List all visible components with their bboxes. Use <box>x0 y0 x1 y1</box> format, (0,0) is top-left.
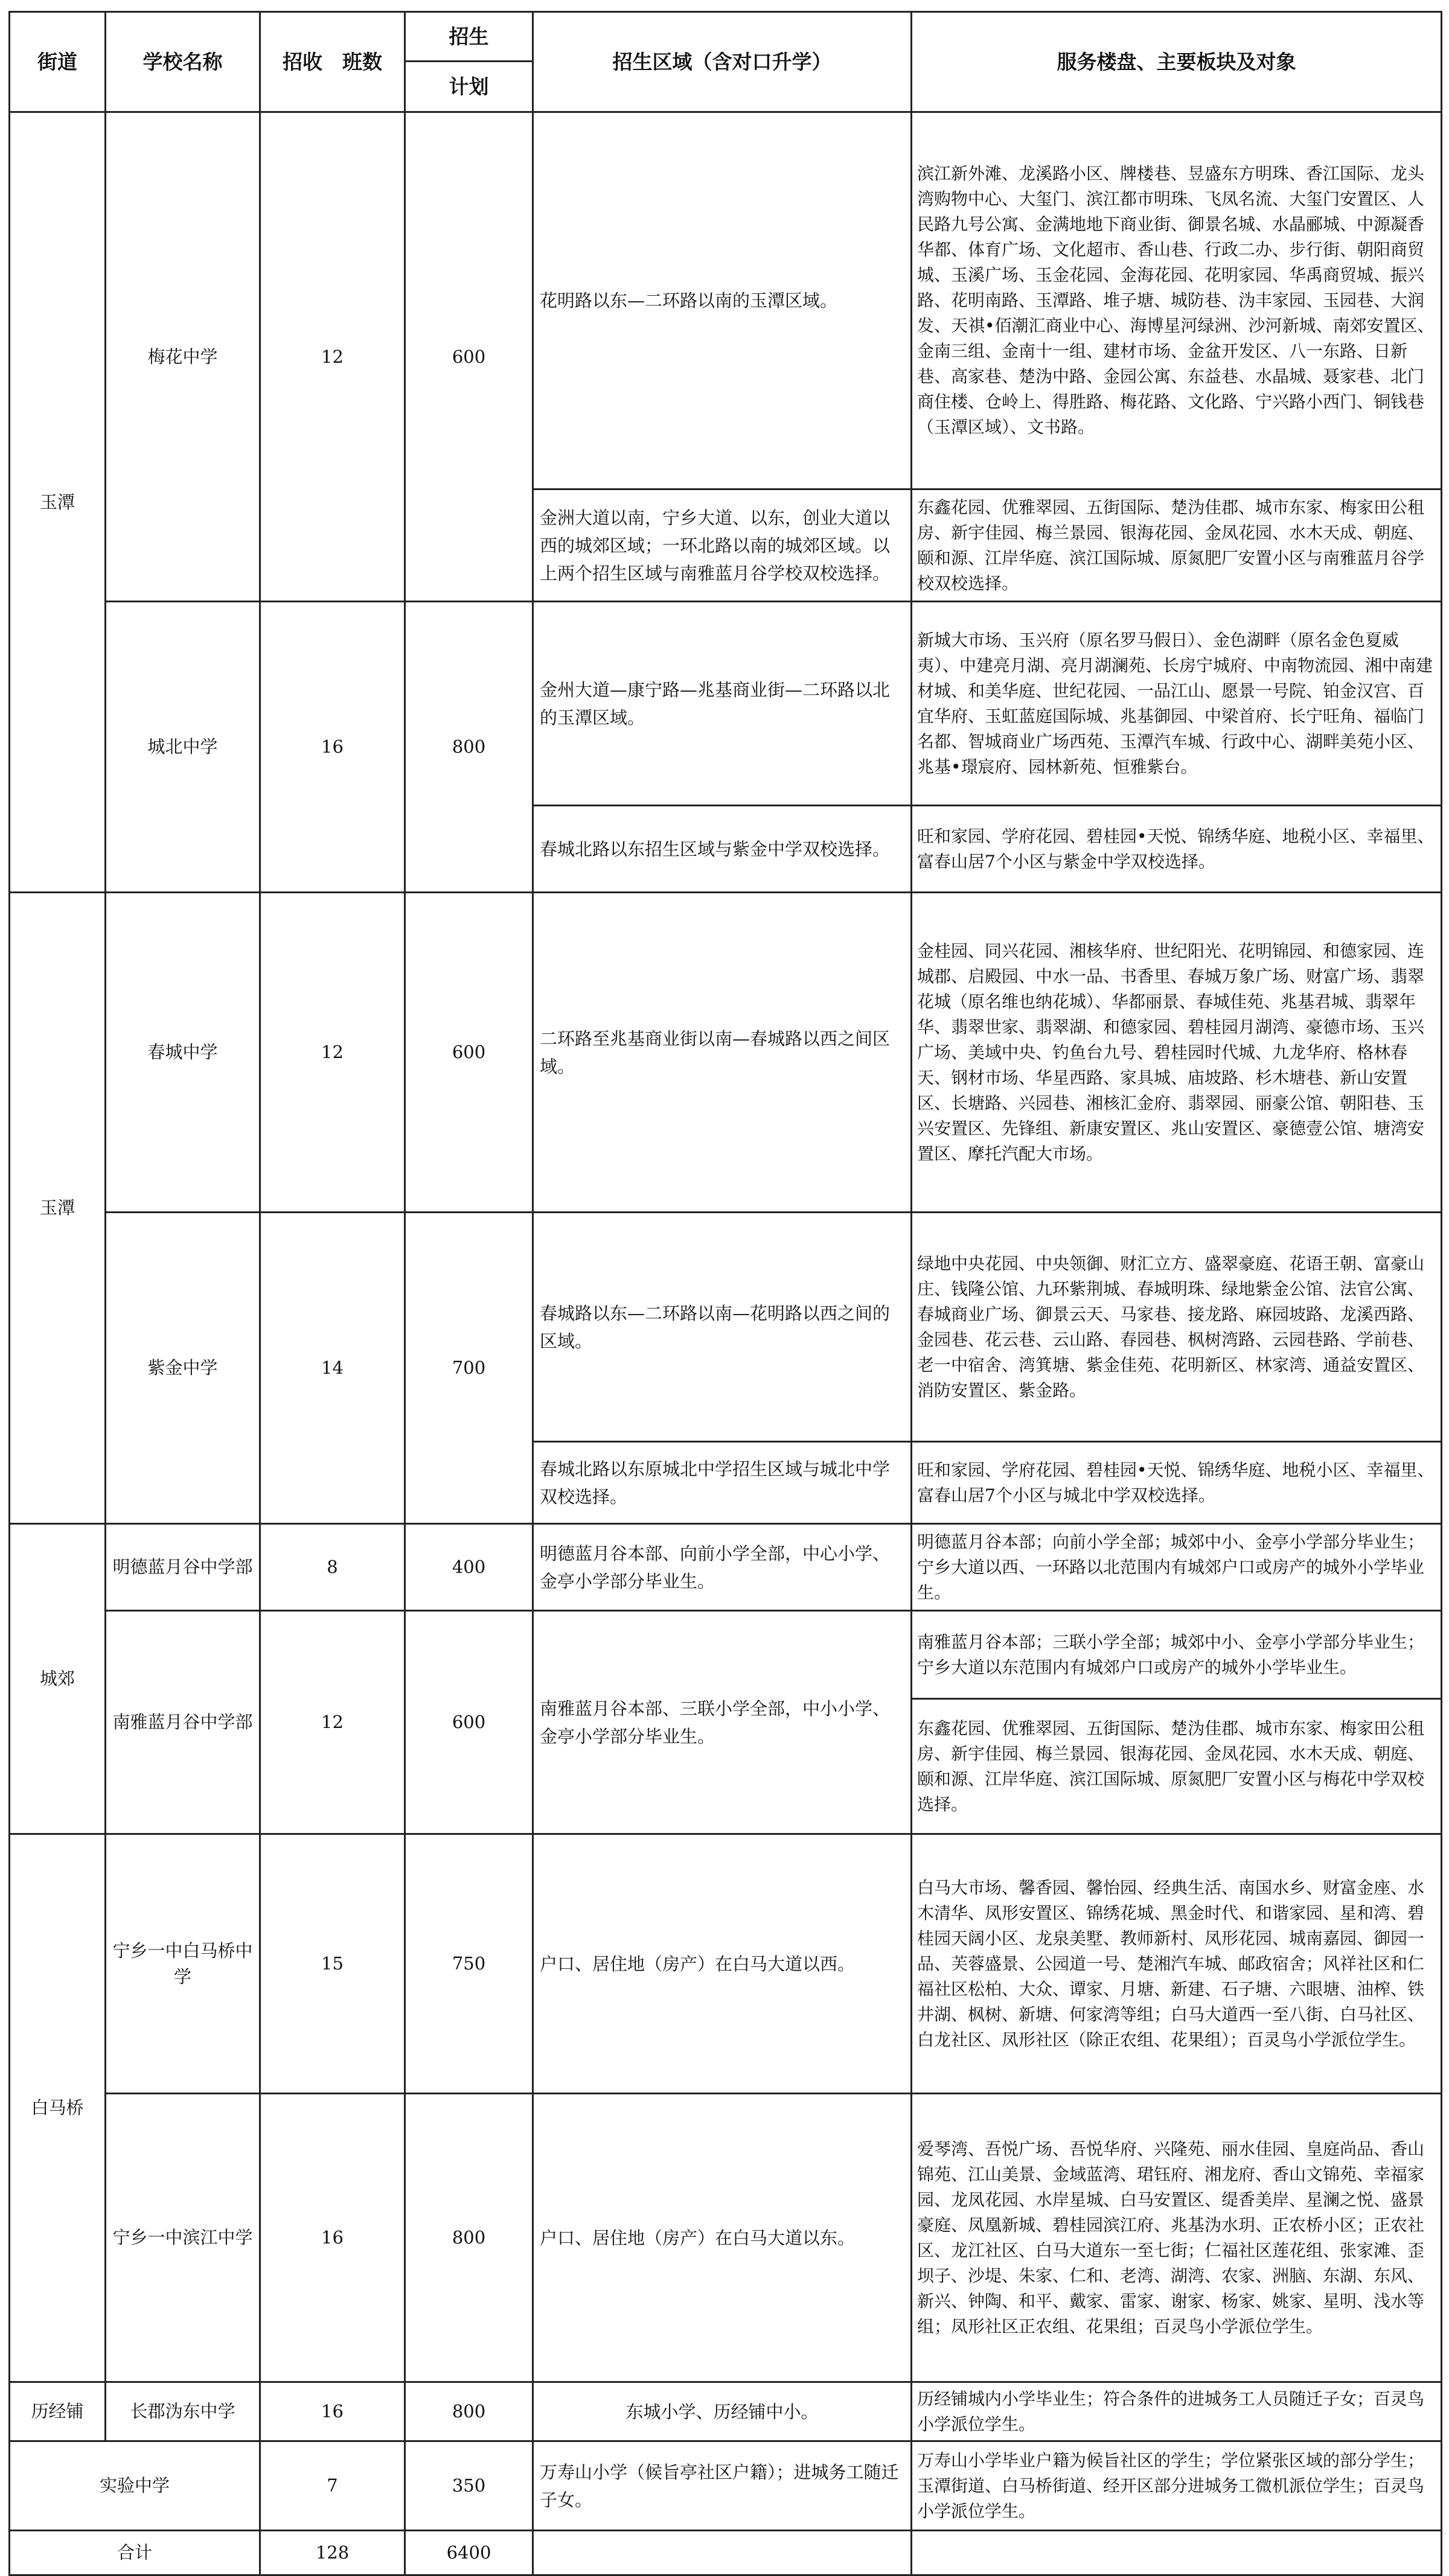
header-school: 学校名称 <box>106 12 260 112</box>
school-name: 长郡沩东中学 <box>106 2382 260 2441</box>
enroll-zone: 二环路至兆基商业街以南—春城路以西之间区域。 <box>533 893 912 1213</box>
enroll-zone: 明德蓝月谷本部、向前小学全部，中心小学、金亭小学部分毕业生。 <box>533 1524 912 1611</box>
enroll-zone: 春城路以东—二环路以南—花明路以西之间的区域。 <box>533 1213 912 1442</box>
enroll-zone: 户口、居住地（房产）在白马大道以东。 <box>533 2094 912 2382</box>
table-row <box>10 893 1442 1213</box>
service-area: 东鑫花园、优雅翠园、五街国际、楚沩佳郡、城市东家、梅家田公租房、新宇佳园、梅兰景园、银海花园、金凤花园、水木天成、朝庭、颐和源、江岸华庭、滨江国际城、原氮肥厂安置小区与南雅蓝月谷学校双校选择。 <box>912 489 1442 602</box>
enroll-plan: 350 <box>405 2441 533 2531</box>
table-row <box>10 112 1442 489</box>
enroll-plan: 800 <box>405 2382 533 2441</box>
total-label: 合计 <box>10 2531 260 2575</box>
table-row <box>10 1213 1442 1442</box>
service-area: 绿地中央花园、中央领御、财汇立方、盛翠豪庭、花语王朝、富豪山庄、钱隆公馆、九环紫荆城、春城明珠、绿地紫金公馆、法官公寓、春城商业广场、御景云天、马家巷、接龙路、麻园坡路、龙溪西路、金园巷、花云巷、云山路、春园巷、枫树湾路、云园巷路、学前巷、老一中宿舍、湾箕塘、紫金佳苑、花明新区、林家湾、通益安置区、消防安置区、紫金路。 <box>912 1213 1442 1442</box>
street-cell: 玉潭 <box>10 112 106 893</box>
header-classes: 招收 班数 <box>260 12 405 112</box>
street-cell: 城郊 <box>10 1524 106 1834</box>
service-area: 旺和家园、学府花园、碧桂园•天悦、锦绣华庭、地税小区、幸福里、富春山居7个小区与紫金中学双校选择。 <box>912 806 1442 893</box>
school-name: 实验中学 <box>10 2441 260 2531</box>
table-row <box>10 602 1442 806</box>
enroll-plan: 750 <box>405 1834 533 2094</box>
enroll-zone: 户口、居住地（房产）在白马大道以西。 <box>533 1834 912 2094</box>
header-zone: 招生区域（含对口升学） <box>533 12 912 112</box>
total-row <box>10 2531 1442 2575</box>
class-count: 14 <box>260 1213 405 1524</box>
service-area: 新城大市场、玉兴府（原名罗马假日）、金色湖畔（原名金色夏威夷）、中建亮月湖、亮月湖澜苑、长房宁城府、中南物流园、湘中南建材城、和美华庭、世纪花园、一品江山、愿景一号院、铂金汉宫、百宜华府、玉虹蓝庭国际城、兆基御园、中梁首府、长宁旺角、福临门名都、智城商业广场西苑、玉潭汽车城、行政中心、湖畔美苑小区、兆基•璟宸府、园林新苑、恒雅紫台。 <box>912 602 1442 806</box>
class-count: 12 <box>260 893 405 1213</box>
class-count: 8 <box>260 1524 405 1611</box>
service-area: 旺和家园、学府花园、碧桂园•天悦、锦绣华庭、地税小区、幸福里、富春山居7个小区与城北中学双校选择。 <box>912 1442 1442 1524</box>
school-name: 城北中学 <box>106 602 260 893</box>
service-area: 滨江新外滩、龙溪路小区、牌楼巷、昱盛东方明珠、香江国际、龙头湾购物中心、大玺门、滨江都市明珠、飞凤名流、大玺门安置区、人民路九号公寓、金满地地下商业街、御景名城、水晶郦城、中源凝香华都、体育广场、文化超市、香山巷、行政二办、步行街、朝阳商贸城、玉溪广场、玉金花园、金海花园、花明家园、华禹商贸城、振兴路、花明南路、玉潭路、堆子塘、城防巷、沩丰家园、玉园巷、大润发、天祺•佰潮汇商业中心、海博星河绿洲、沙河新城、南郊安置区、金南三组、金南十一组、建材市场、金盆开发区、八一东路、日新巷、高家巷、楚沩中路、金园公寓、东益巷、水晶城、聂家巷、北门商住楼、仓岭上、得胜路、梅花路、文化路、宁兴路小西门、铜钱巷（玉潭区域）、文书路。 <box>912 112 1442 489</box>
enroll-plan: 600 <box>405 1611 533 1834</box>
school-name: 紫金中学 <box>106 1213 260 1524</box>
service-area: 历经铺城内小学毕业生；符合条件的进城务工人员随迁子女；百灵鸟小学派位学生。 <box>912 2382 1442 2441</box>
enroll-zone: 春城北路以东原城北中学招生区域与城北中学双校选择。 <box>533 1442 912 1524</box>
enroll-zone: 春城北路以东招生区域与紫金中学双校选择。 <box>533 806 912 893</box>
table-row <box>10 2094 1442 2382</box>
class-count: 16 <box>260 602 405 893</box>
enroll-plan: 400 <box>405 1524 533 1611</box>
enroll-zone: 南雅蓝月谷本部、三联小学全部，中小小学、金亭小学部分毕业生。 <box>533 1611 912 1834</box>
enroll-plan: 800 <box>405 602 533 893</box>
street-cell: 历经铺 <box>10 2382 106 2441</box>
enrollment-table <box>8 11 1442 2576</box>
header-row <box>10 12 1442 62</box>
header-plan-bottom: 计划 <box>405 62 533 112</box>
total-service-empty <box>912 2531 1442 2575</box>
table-row <box>10 2382 1442 2441</box>
enrollment-table-container <box>8 11 1441 2576</box>
school-name: 梅花中学 <box>106 112 260 602</box>
service-area: 东鑫花园、优雅翠园、五街国际、楚沩佳郡、城市东家、梅家田公租房、新宇佳园、梅兰景园、银海花园、金凤花园、水木天成、朝庭、颐和源、江岸华庭、滨江国际城、原氮肥厂安置小区与梅花中学双校选择。 <box>912 1699 1442 1834</box>
enroll-zone: 花明路以东—二环路以南的玉潭区域。 <box>533 112 912 489</box>
service-area: 金桂园、同兴花园、湘核华府、世纪阳光、花明锦园、和德家园、连城郡、启殿园、中水一品、书香里、春城万象广场、财富广场、翡翠花城（原名维也纳花城）、华都丽景、春城佳苑、兆基君城、翡翠年华、翡翠世家、翡翠湖、和德家园、碧桂园月湖湾、豪德市场、玉兴广场、美域中央、钓鱼台九号、碧桂园时代城、九龙华府、格林春天、钢材市场、华星西路、家具城、庙坡路、杉木塘巷、新山安置区、长塘路、兴园巷、湘核汇金府、翡翠园、丽豪公馆、朝阳巷、玉兴安置区、先锋组、新康安置区、兆山安置区、豪德壹公馆、塘湾安置区、摩托汽配大市场。 <box>912 893 1442 1213</box>
total-classes: 128 <box>260 2531 405 2575</box>
class-count: 15 <box>260 1834 405 2094</box>
header-street: 街道 <box>10 12 106 112</box>
class-count: 12 <box>260 112 405 602</box>
service-area: 万寿山小学毕业户籍为候旨社区的学生；学位紧张区域的部分学生；玉潭街道、白马桥街道、经开区部分进城务工微机派位学生；百灵鸟小学派位学生。 <box>912 2441 1442 2531</box>
total-zone-empty <box>533 2531 912 2575</box>
enroll-zone: 金洲大道以南，宁乡大道、以东，创业大道以西的城郊区域；一环北路以南的城郊区域。以上两个招生区域与南雅蓝月谷学校双校选择。 <box>533 489 912 602</box>
table-row <box>10 1611 1442 1699</box>
service-area: 南雅蓝月谷本部；三联小学全部；城郊中小、金亭小学部分毕业生；宁乡大道以东范围内有城郊户口或房产的城外小学毕业生。 <box>912 1611 1442 1699</box>
service-area: 白马大市场、馨香园、馨怡园、经典生活、南国水乡、财富金座、水木清华、凤形安置区、锦绣花城、黑金时代、和谐家园、星和湾、碧桂园天阔小区、龙泉美墅、教师新村、凤形花园、城南嘉园、御园一品、芙蓉盛景、公园道一号、楚湘汽车城、邮政宿舍；风祥社区和仁福社区松柏、大众、谭家、月塘、新建、石子塘、六眼塘、油榨、铁井湖、枫树、新塘、何家湾等组；白马大道西一至八街、白马社区、白龙社区、凤形社区（除正农组、花果组）；百灵鸟小学派位学生。 <box>912 1834 1442 2094</box>
school-name: 明德蓝月谷中学部 <box>106 1524 260 1611</box>
header-plan-top: 招生 <box>405 12 533 62</box>
school-name: 春城中学 <box>106 893 260 1213</box>
table-row <box>10 2441 1442 2531</box>
school-name: 南雅蓝月谷中学部 <box>106 1611 260 1834</box>
enroll-plan: 700 <box>405 1213 533 1524</box>
school-name: 宁乡一中滨江中学 <box>106 2094 260 2382</box>
class-count: 16 <box>260 2094 405 2382</box>
total-plan: 6400 <box>405 2531 533 2575</box>
enroll-zone: 金州大道—康宁路—兆基商业街—二环路以北的玉潭区域。 <box>533 602 912 806</box>
enroll-zone: 万寿山小学（候旨亭社区户籍）；进城务工随迁子女。 <box>533 2441 912 2531</box>
class-count: 16 <box>260 2382 405 2441</box>
enroll-plan: 600 <box>405 112 533 602</box>
enroll-plan: 600 <box>405 893 533 1213</box>
service-area: 爱琴湾、吾悦广场、吾悦华府、兴隆苑、丽水佳园、皇庭尚品、香山锦苑、江山美景、金域蓝湾、珺钰府、湘龙府、香山文锦苑、幸福家园、龙凤花园、水岸星城、白马安置区、缇香美岸、星澜之悦、盛景豪庭、凤凰新城、碧桂园滨江府、兆基沩水玥、正农桥小区；正农社区、龙江社区、白马大道东一至七街；仁福社区莲花组、张家滩、歪坝子、沙堤、朱家、仁和、老湾、湖湾、农家、洲脑、东湖、东风、新兴、钟陶、和平、戴家、雷家、谢家、杨家、姚家、星明、浅水等组；凤形社区正农组、花果组；百灵鸟小学派位学生。 <box>912 2094 1442 2382</box>
header-service: 服务楼盘、主要板块及对象 <box>912 12 1442 112</box>
class-count: 12 <box>260 1611 405 1834</box>
enroll-plan: 800 <box>405 2094 533 2382</box>
service-area: 明德蓝月谷本部；向前小学全部；城郊中小、金亭小学部分毕业生；宁乡大道以西、一环路以北范围内有城郊户口或房产的城外小学毕业生。 <box>912 1524 1442 1611</box>
table-row <box>10 1524 1442 1611</box>
enroll-zone: 东城小学、历经铺中小。 <box>533 2382 912 2441</box>
school-name: 宁乡一中白马桥中学 <box>106 1834 260 2094</box>
street-cell: 白马桥 <box>10 1834 106 2382</box>
table-row <box>10 1834 1442 2094</box>
street-cell: 玉潭 <box>10 893 106 1524</box>
class-count: 7 <box>260 2441 405 2531</box>
